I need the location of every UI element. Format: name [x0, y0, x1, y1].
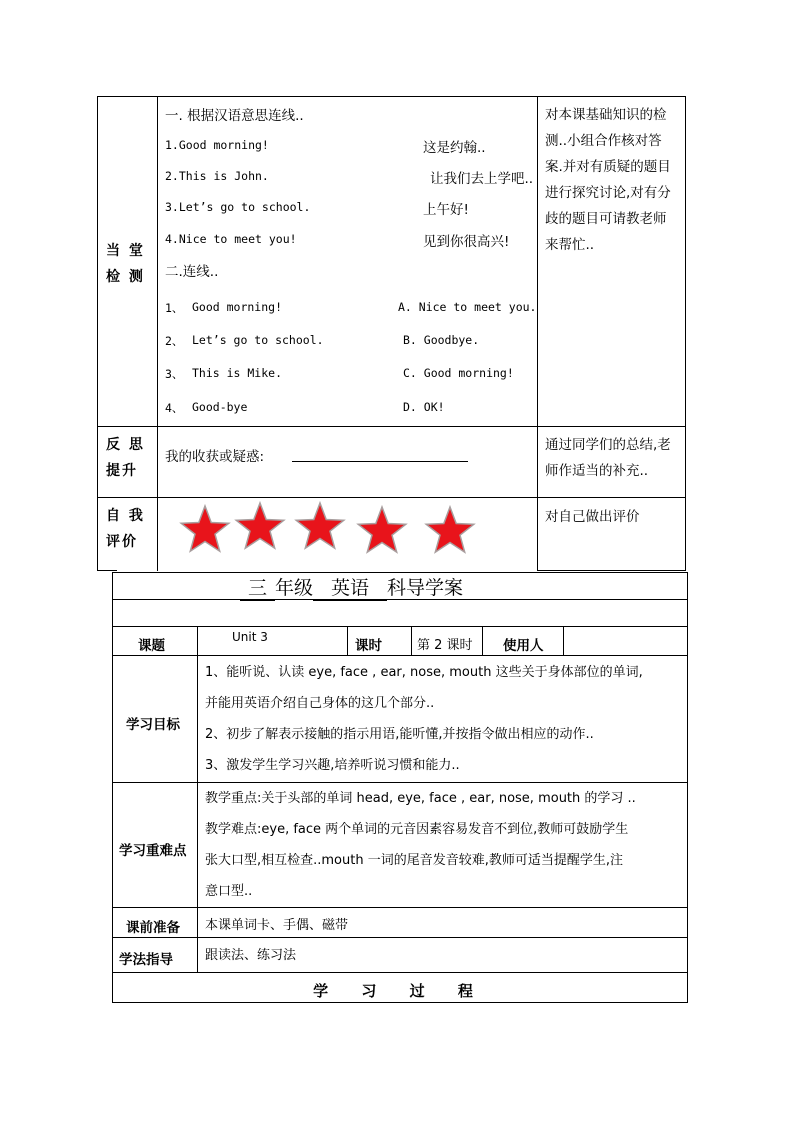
grade-value: 三	[240, 573, 275, 601]
section2-num-3: 3、	[165, 367, 184, 381]
section2-right-1: A. Nice to meet you.	[398, 300, 537, 314]
keypoint-line-1: 教学重点:关于头部的单词 head, eye, face , ear, nose, mouth 的学习 ..	[205, 791, 636, 806]
section1-item-2-zh: 让我们去上学吧..	[430, 171, 534, 187]
star-icon	[358, 507, 406, 552]
check-note: 对本课基础知识的检测..小组合作核对答案.并对有质疑的题目进行探究讨论,对有分歧的题目可请教老师来帮忙..	[545, 107, 671, 253]
topic-value: Unit 3	[232, 630, 268, 644]
reflect-label-1: 反 思	[106, 437, 145, 453]
goal-line-3: 2、初步了解表示接触的指示用语,能听懂,并按指令做出相应的动作..	[205, 727, 594, 742]
section2-title: 二.连线..	[165, 264, 219, 280]
section1-item-2-en: 2.This is John.	[165, 169, 269, 183]
subject-value: 英语	[313, 573, 387, 601]
star-icon	[426, 507, 474, 552]
section2-left-1: Good morning!	[192, 300, 283, 314]
section1-item-3-zh: 上午好!	[423, 202, 469, 218]
keypoints-list	[205, 786, 685, 905]
section2-left-4: Good-bye	[192, 400, 248, 414]
keypoint-line-2: 教学难点:eye, face 两个单词的元音因素容易发音不到位,教师可鼓励学生	[205, 822, 629, 837]
user-label: 使用人	[503, 638, 544, 654]
method-label: 学法指导	[119, 952, 173, 968]
goal-line-4: 3、激发学生学习兴趣,培养听说习惯和能力..	[205, 758, 460, 773]
section2-right-3: C. Good morning!	[403, 366, 514, 380]
star-icon	[296, 503, 344, 548]
self-eval-note: 对自己做出评价	[545, 509, 640, 525]
goals-label: 学习目标	[126, 717, 180, 733]
section2-left-2: Let’s go to school.	[192, 333, 324, 347]
section2-num-1: 1、	[165, 301, 184, 315]
star-icon	[236, 503, 284, 548]
period-label: 课时	[355, 638, 382, 654]
title-suffix: 科导学案	[387, 577, 464, 599]
reflect-prompt: 我的收获或疑惑:	[165, 449, 265, 465]
plan-title	[240, 573, 463, 601]
keypoint-line-3: 张大口型,相互检查..mouth 一词的尾音发音较难,教师可适当提醒学生,注	[205, 853, 623, 868]
check-label-2: 检 测	[106, 269, 145, 285]
reflect-label-2: 提升	[106, 463, 138, 479]
reflect-answer-line	[292, 461, 468, 462]
self-eval-label-2: 评价	[106, 534, 138, 550]
section1-item-4-en: 4.Nice to meet you!	[165, 232, 297, 246]
prep-label: 课前准备	[126, 920, 180, 936]
grade-suffix: 年级	[275, 577, 314, 599]
star-icon	[181, 506, 229, 551]
section2-left-3: This is Mike.	[192, 366, 283, 380]
process-label: 学 习 过 程	[313, 982, 487, 1000]
rating-stars	[170, 500, 510, 560]
period-value: 第 2 课时	[417, 638, 473, 653]
section2-right-2: B. Goodbye.	[403, 333, 480, 347]
section1-item-1-en: 1.Good morning!	[165, 138, 269, 152]
section2-num-2: 2、	[165, 334, 184, 348]
section1-item-4-zh: 见到你很高兴!	[423, 234, 510, 250]
topic-label: 课题	[138, 638, 165, 654]
method-value: 跟读法、练习法	[205, 948, 297, 963]
goal-line-1: 1、能听说、认读 eye, face , ear, nose, mouth 这些关于身体部位的单词,	[205, 665, 643, 680]
section2-right-4: D. OK!	[403, 400, 445, 414]
goal-line-2: 并能用英语介绍自己身体的这几个部分..	[205, 696, 435, 711]
keypoint-line-4: 意口型..	[205, 884, 253, 899]
self-eval-label-1: 自 我	[106, 508, 145, 524]
check-label-1: 当 堂	[106, 243, 145, 259]
section2-num-4: 4、	[165, 401, 184, 415]
goals-list	[205, 660, 685, 779]
keypoints-label: 学习重难点	[119, 843, 187, 859]
section1-item-1-zh: 这是约翰..	[423, 140, 486, 156]
reflect-note: 通过同学们的总结,老师作适当的补充..	[545, 437, 671, 479]
section1-item-3-en: 3.Let’s go to school.	[165, 200, 311, 214]
section1-title: 一. 根据汉语意思连线..	[165, 108, 304, 124]
prep-value: 本课单词卡、手偶、磁带	[205, 918, 349, 933]
